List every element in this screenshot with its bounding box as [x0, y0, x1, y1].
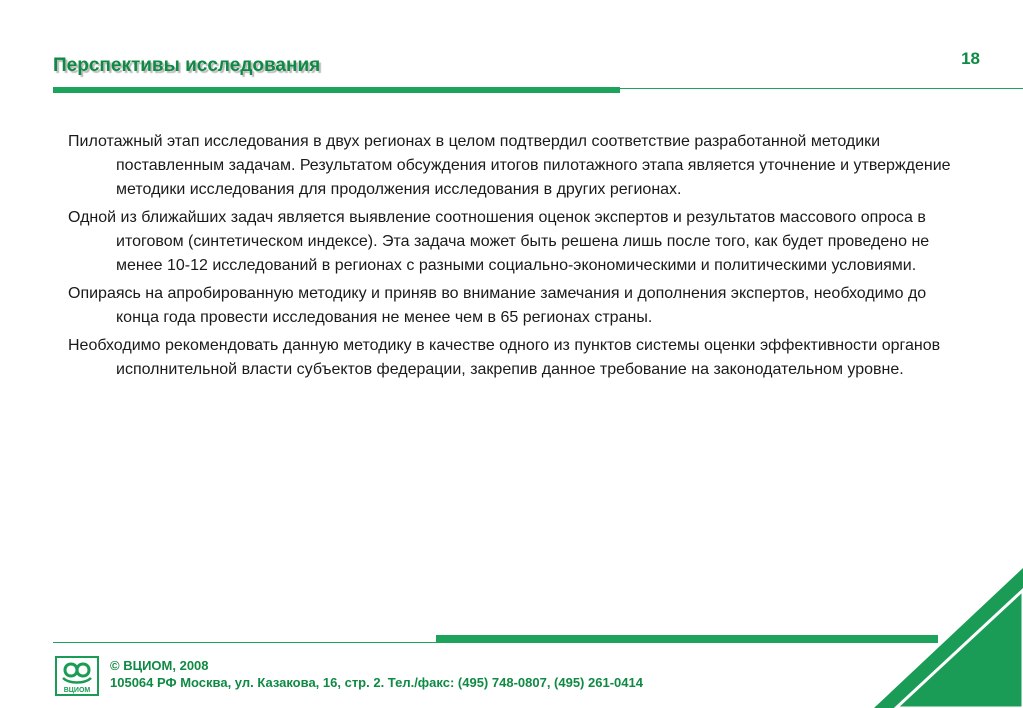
paragraph-2: Одной из ближайших задач является выявление соотношения оценок экспертов и результатов массового опроса в итоговом (синтетическом индексе). Эта задача может быть решена лишь после того, как будет проведено не менее 10-12 исследований в регионах с разными социально-экономическими и политическими условиями.	[68, 209, 930, 274]
footer-rule-thick	[436, 635, 938, 642]
logo-text: ВЦИОМ	[63, 687, 91, 694]
header-rule-thick	[53, 87, 620, 93]
slide-content	[68, 130, 968, 386]
paragraph-1: Пилотажный этап исследования в двух регионах в целом подтвердил соответствие разработанной методики поставленным задачам. Результатом обсуждения итогов пилотажного этапа является уточнение и утверждение методики исследования для продолжения исследования в других регионах.	[68, 133, 951, 198]
footer-copyright: © ВЦИОМ, 2008	[110, 658, 209, 673]
paragraph-3: Опираясь на апробированную методику и приняв во внимание замечания и дополнения экспертов, необходимо до конца года провести исследования не менее чем в 65 регионах страны.	[68, 285, 927, 326]
corner-triangle-decoration	[874, 568, 1023, 708]
vciom-logo-icon	[55, 656, 99, 696]
page-title: Перспективы исследования	[53, 55, 321, 76]
header-rule-thin	[620, 88, 1023, 89]
page-number: 18	[961, 49, 980, 68]
footer-rule-thin	[53, 642, 938, 643]
footer-address: 105064 РФ Москва, ул. Казакова, 16, стр. 2. Тел./факс: (495) 748-0807, (495) 261-0414	[110, 675, 643, 690]
paragraph-4: Необходимо рекомендовать данную методику в качестве одного из пунктов системы оценки эффективности органов исполнительной власти субъектов федерации, закрепив данное требование на законодательном уровне.	[68, 337, 941, 378]
